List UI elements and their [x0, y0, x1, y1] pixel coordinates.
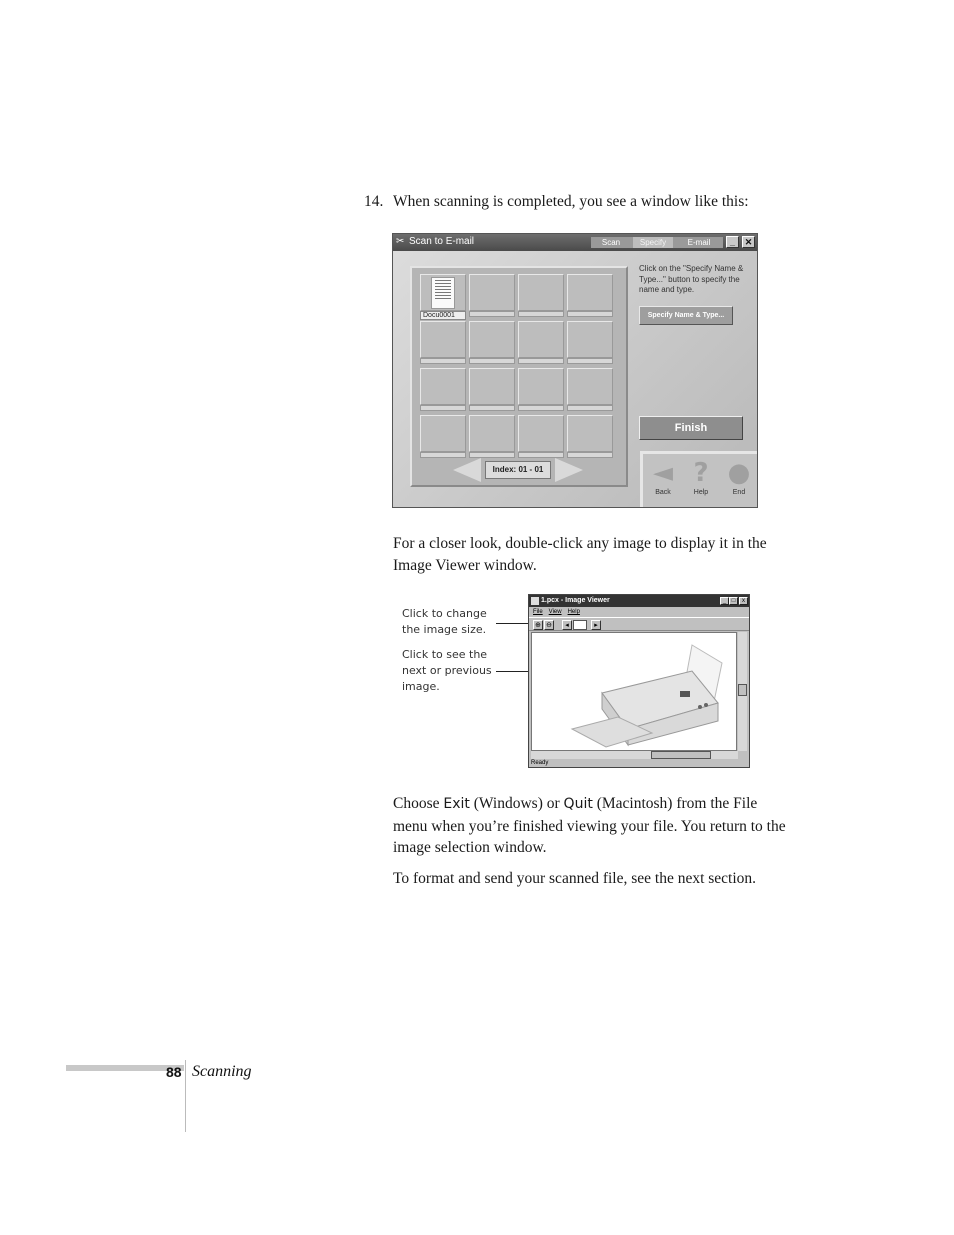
previous-image-icon[interactable]: ◂ [562, 620, 572, 630]
app-icon: ✂ [396, 236, 405, 247]
finish-button[interactable]: Finish [639, 416, 743, 440]
end-button[interactable] [723, 458, 755, 497]
h-scroll-thumb[interactable] [651, 751, 711, 759]
back-button[interactable] [647, 458, 679, 497]
printer-image [532, 633, 736, 750]
window-title: Scan to E-mail [409, 236, 475, 247]
thumbnail-cell[interactable] [469, 274, 515, 311]
paragraph-next-section: To format and send your scanned file, see the next section. [393, 870, 757, 887]
thumbnail-caption [469, 311, 515, 317]
thumbnail-caption [567, 358, 613, 364]
callout-resize: Click to change the image size. [402, 607, 487, 636]
text-windows-or: (Windows) or [469, 795, 564, 812]
viewer-menu-bar [533, 607, 586, 617]
image-viewer-window [528, 594, 750, 768]
close-button[interactable]: ✕ [742, 236, 755, 248]
footer-vertical-rule [185, 1060, 186, 1132]
nav-panel [640, 451, 757, 507]
scroll-thumb[interactable] [738, 684, 747, 696]
menu-view[interactable]: View [548, 609, 562, 615]
viewer-title-bar [529, 595, 749, 607]
thumbnail-cell[interactable] [469, 415, 515, 452]
next-page-arrow-icon[interactable] [555, 458, 583, 482]
thumbnail-cell[interactable] [518, 368, 564, 405]
index-indicator: Index: 01 - 01 [485, 461, 551, 479]
thumbnail-cell[interactable] [518, 321, 564, 358]
exit-command: Exit [443, 796, 470, 812]
viewer-app-icon [531, 597, 539, 605]
zoom-in-icon[interactable]: ⊕ [533, 620, 543, 630]
thumbnail-cell[interactable] [420, 415, 466, 452]
thumbnail-cell[interactable] [420, 321, 466, 358]
thumbnail-caption [420, 405, 466, 411]
end-label: End [732, 489, 746, 496]
thumbnail-caption [567, 405, 613, 411]
thumbnail-caption [420, 358, 466, 364]
viewer-status-bar [529, 759, 749, 767]
viewer-title: 1.pcx - Image Viewer [541, 597, 610, 604]
status-text: Ready [531, 760, 549, 766]
viewer-maximize-button[interactable]: □ [729, 597, 738, 605]
paragraph-closer-look: For a closer look, double-click any image to display it in the Image Viewer window. [393, 535, 767, 574]
help-button[interactable] [685, 458, 717, 497]
horizontal-scrollbar[interactable] [531, 751, 738, 759]
step-number: 14. [364, 193, 384, 210]
crumb-email: E-mail [687, 238, 711, 247]
thumbnail-cell[interactable] [567, 321, 613, 358]
page-number: 88 [166, 1064, 182, 1080]
zoom-out-icon[interactable]: ⊖ [544, 620, 554, 630]
thumbnail-caption [518, 358, 564, 364]
thumbnail-caption [567, 311, 613, 317]
help-question-icon: ? [693, 458, 709, 488]
thumbnail-grid [410, 266, 628, 487]
paragraph-exit-quit [393, 793, 788, 859]
thumbnail-cell[interactable] [567, 274, 613, 311]
thumbnail-label: Docu0001 [420, 311, 466, 320]
thumbnail-cell[interactable] [420, 274, 466, 311]
help-label: Help [693, 489, 709, 496]
viewer-minimize-button[interactable]: _ [720, 597, 729, 605]
callout-navigate: Click to see the next or previous image. [402, 648, 492, 693]
menu-file[interactable]: File [533, 609, 543, 615]
thumbnail-cell[interactable] [420, 368, 466, 405]
text-choose: Choose [393, 795, 444, 812]
end-icon: ● [727, 458, 751, 488]
thumbnail-cell[interactable] [567, 415, 613, 452]
back-label: Back [655, 489, 671, 496]
thumbnail-caption [469, 358, 515, 364]
crumb-specify: Specify [633, 237, 673, 248]
viewer-toolbar [529, 617, 749, 631]
crumb-scan: Scan [601, 238, 621, 247]
section-name: Scanning [192, 1063, 252, 1080]
scan-to-email-window [392, 233, 758, 508]
thumbnail-cell[interactable] [518, 415, 564, 452]
thumbnail-cell[interactable] [518, 274, 564, 311]
step-text: When scanning is completed, you see a window like this: [393, 193, 749, 210]
thumbnail-caption [469, 405, 515, 411]
thumbnail-cell[interactable] [567, 368, 613, 405]
next-image-icon[interactable]: ▸ [591, 620, 601, 630]
text-macintosh: (Macintosh) from the File menu when you’re finished viewing your file. You return to the image selection window. [393, 795, 786, 856]
window-client [393, 251, 757, 507]
progress-crumbs [591, 237, 723, 248]
thumbnail-cell[interactable] [469, 321, 515, 358]
thumbnail-cell[interactable] [469, 368, 515, 405]
thumbnail-caption [518, 405, 564, 411]
title-bar [393, 234, 757, 251]
minimize-button[interactable]: _ [726, 236, 739, 248]
back-arrow-icon: ◄ [653, 458, 673, 488]
specify-name-type-button[interactable]: Specify Name & Type... [639, 306, 733, 325]
menu-help[interactable]: Help [567, 609, 580, 615]
viewer-image-area [531, 632, 737, 751]
previous-page-arrow-icon[interactable] [453, 458, 481, 482]
viewer-close-button[interactable]: x [739, 597, 748, 605]
quit-command: Quit [563, 796, 593, 812]
instruction-text: Click on the "Specify Name & Type..." button to specify the name and type. [639, 264, 744, 294]
document-thumbnail[interactable] [431, 277, 455, 309]
thumbnail-caption [518, 311, 564, 317]
image-number-field[interactable] [573, 620, 587, 630]
vertical-scrollbar[interactable] [738, 632, 747, 751]
